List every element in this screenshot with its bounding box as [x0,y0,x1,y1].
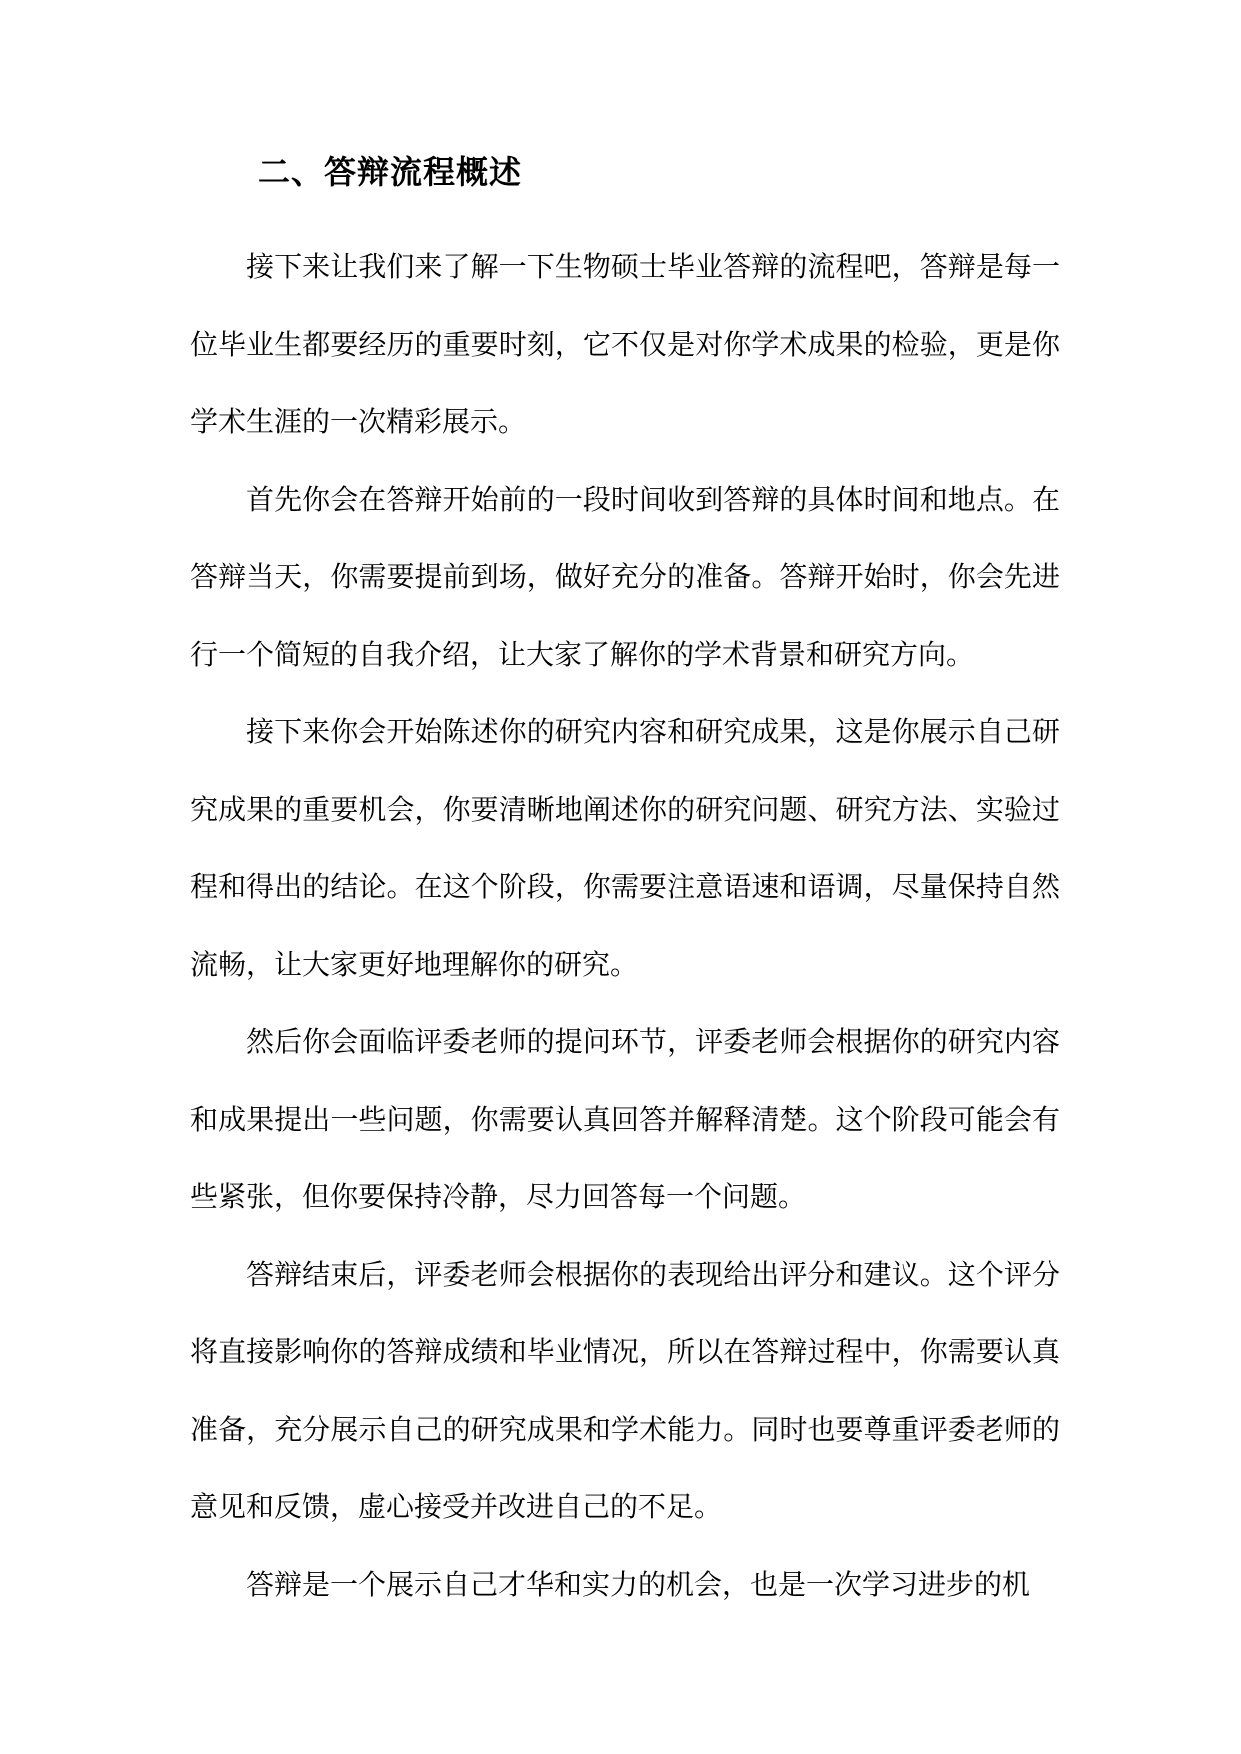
paragraph-preparation: 首先你会在答辩开始前的一段时间收到答辩的具体时间和地点。在答辩当天，你需要提前到场，做好充分的准备。答辩开始时，你会先进行一个简短的自我介绍，让大家了解你的学术背景和研究方向。 [190,482,1060,671]
paragraph-intro: 接下来让我们来了解一下生物硕士毕业答辩的流程吧，答辩是每一位毕业生都要经历的重要时刻，它不仅是对你学术成果的检验，更是你学术生涯的一次精彩展示。 [190,250,1060,438]
section-heading: 二、答辩流程概述 [258,153,523,191]
paragraph-questions: 然后你会面临评委老师的提问环节，评委老师会根据你的研究内容和成果提出一些问题，你需要认真回答并解释清楚。这个阶段可能会有些紧张，但你要保持冷静，尽力回答每一个问题。 [190,1025,1060,1213]
paragraph-conclusion: 答辩是一个展示自己才华和实力的机会，也是一次学习进步的机 [246,1567,1031,1601]
paragraph-evaluation: 答辩结束后，评委老师会根据你的表现给出评分和建议。这个评分将直接影响你的答辩成绩和毕业情况，所以在答辩过程中，你需要认真准备，充分展示自己的研究成果和学术能力。同时也要尊重评委老师的意见和反馈，虚心接受并改进自己的不足。 [190,1257,1060,1523]
section-body [190,228,1060,1623]
paragraph-presentation: 接下来你会开始陈述你的研究内容和研究成果，这是你展示自己研究成果的重要机会，你要清晰地阐述你的研究问题、研究方法、实验过程和得出的结论。在这个阶段，你需要注意语速和语调，尽量保持自然流畅，让大家更好地理解你的研究。 [190,715,1060,981]
